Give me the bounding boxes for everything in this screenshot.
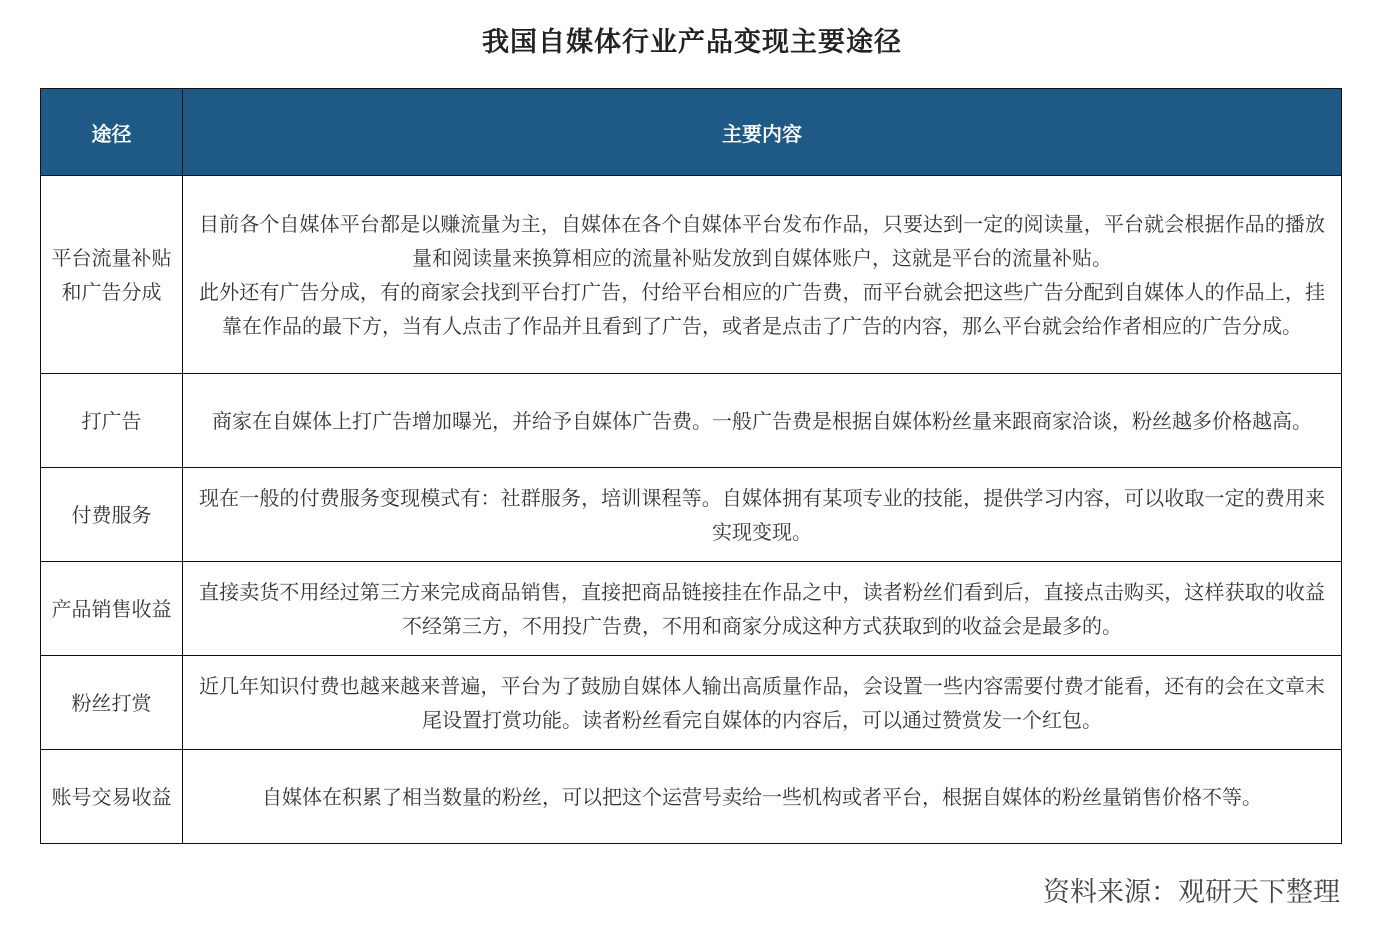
header-way: 途径 (41, 89, 183, 176)
table-header-row (41, 89, 1342, 176)
row-way: 产品销售收益 (41, 562, 183, 656)
content-paragraph: 商家在自媒体上打广告增加曝光，并给予自媒体广告费。一般广告费是根据自媒体粉丝量来跟商家洽谈，粉丝越多价格越高。 (212, 408, 1312, 433)
row-content (183, 374, 1342, 468)
table-row (41, 468, 1342, 562)
monetization-table (40, 88, 1342, 844)
row-way: 账号交易收益 (41, 750, 183, 844)
row-way: 打广告 (41, 374, 183, 468)
header-content: 主要内容 (183, 89, 1342, 176)
row-way: 付费服务 (41, 468, 183, 562)
row-content (183, 562, 1342, 656)
row-content (183, 750, 1342, 844)
table-row (41, 562, 1342, 656)
table-row (41, 750, 1342, 844)
table-row (41, 656, 1342, 750)
table-row (41, 176, 1342, 374)
content-paragraph: 现在一般的付费服务变现模式有：社群服务，培训课程等。自媒体拥有某项专业的技能，提供学习内容，可以收取一定的费用来实现变现。 (199, 485, 1325, 544)
row-content (183, 468, 1342, 562)
content-paragraph: 此外还有广告分成，有的商家会找到平台打广告，付给平台相应的广告费，而平台就会把这些广告分配到自媒体人的作品上，挂靠在作品的最下方，当有人点击了作品并且看到了广告，或者是点击了广告的内容，那么平台就会给作者相应的广告分成。 (199, 279, 1325, 338)
row-way: 粉丝打赏 (41, 656, 183, 750)
source-note: 资料来源：观研天下整理 (1043, 877, 1340, 908)
content-paragraph: 目前各个自媒体平台都是以赚流量为主，自媒体在各个自媒体平台发布作品，只要达到一定的阅读量，平台就会根据作品的播放量和阅读量来换算相应的流量补贴发放到自媒体账户，这就是平台的流量补贴。 (199, 211, 1325, 270)
content-paragraph: 直接卖货不用经过第三方来完成商品销售，直接把商品链接挂在作品之中，读者粉丝们看到后，直接点击购买，这样获取的收益不经第三方，不用投广告费，不用和商家分成这种方式获取到的收益会是最多的。 (199, 579, 1325, 638)
row-content (183, 656, 1342, 750)
row-way: 平台流量补贴和广告分成 (41, 176, 183, 374)
content-paragraph: 自媒体在积累了相当数量的粉丝，可以把这个运营号卖给一些机构或者平台，根据自媒体的粉丝量销售价格不等。 (262, 784, 1262, 809)
page-title: 我国自媒体行业产品变现主要途径 (482, 27, 902, 58)
row-content (183, 176, 1342, 374)
content-paragraph: 近几年知识付费也越来越来普遍，平台为了鼓励自媒体人输出高质量作品，会设置一些内容需要付费才能看，还有的会在文章末尾设置打赏功能。读者粉丝看完自媒体的内容后，可以通过赞赏发一个红包。 (199, 673, 1325, 732)
table-row (41, 374, 1342, 468)
